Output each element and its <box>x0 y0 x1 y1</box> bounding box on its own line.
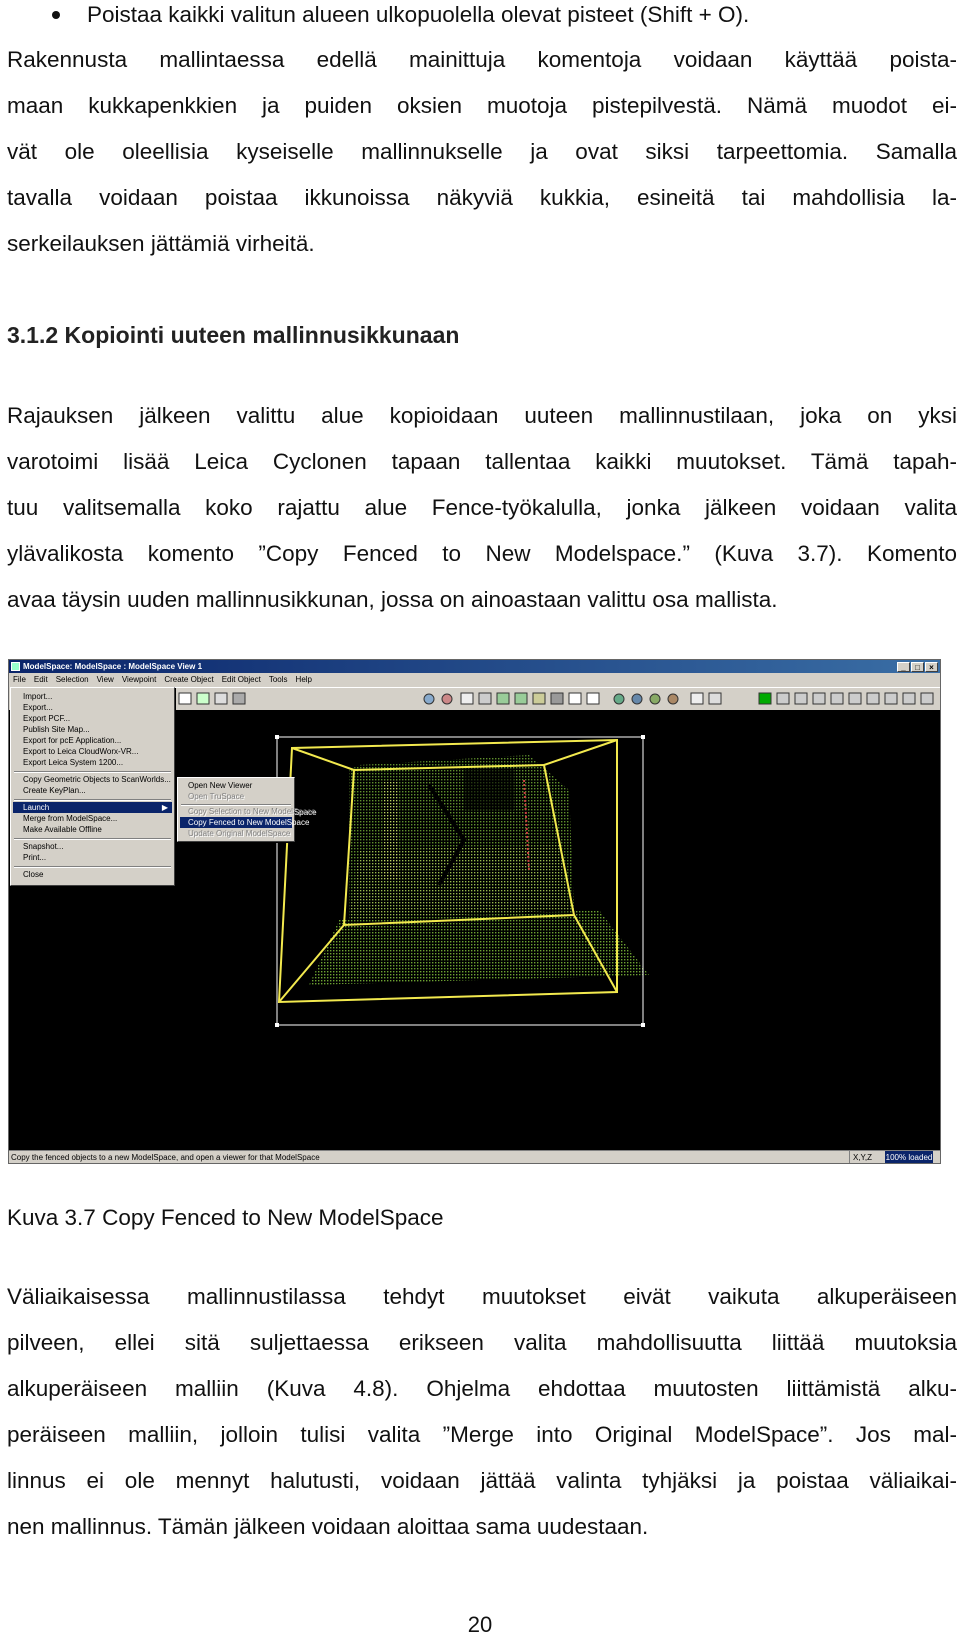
statusbar <box>9 1150 940 1164</box>
paragraph-line: Väliaikaisessa mallinnustilassa tehdyt muutokset eivät vaikuta alkuperäiseen <box>7 1284 957 1309</box>
paragraph-line: ylävalikosta komento ”Copy Fenced to New Modelspace.” (Kuva 3.7). Komento <box>7 541 957 566</box>
menu-item-export-pce[interactable]: Export for pcE Application... <box>23 736 122 745</box>
paragraph-line: peräiseen malliin, jolloin tulisi valita ”Merge into Original ModelSpace”. Jos mal- <box>7 1422 957 1447</box>
paragraph-2 <box>7 393 957 623</box>
menu-separator <box>14 838 171 840</box>
menu-item-export-leica-1200[interactable]: Export Leica System 1200... <box>23 758 124 767</box>
point-cloud-floor <box>309 910 649 985</box>
toolbar-icons <box>169 688 940 710</box>
menu-item-copy-selection: Copy Selection to New ModelSpace <box>188 807 316 816</box>
paragraph-line-last: serkeilauksen jättämiä virheitä. <box>7 231 315 256</box>
window-titlebar <box>9 660 940 673</box>
toolbar-button-group-1[interactable] <box>179 693 245 704</box>
bullet-text: Poistaa kaikki valitun alueen ulkopuolella olevat pisteet (Shift + O). <box>87 2 750 27</box>
paragraph-1 <box>7 37 957 267</box>
file-menu-dropdown <box>10 687 175 886</box>
status-coordinates: X,Y,Z <box>849 1151 887 1164</box>
app-icon <box>11 662 20 671</box>
menu-item-open-truspace: Open TruSpace <box>188 792 245 801</box>
menu-item-open-new-viewer[interactable]: Open New Viewer <box>188 781 253 790</box>
menu-tools[interactable]: Tools <box>268 675 288 684</box>
paragraph-line: Rakennusta mallintaessa edellä mainittuja komentoja voidaan käyttää poista- <box>7 47 957 72</box>
menu-item-make-available-offline[interactable]: Make Available Offline <box>23 825 102 834</box>
paragraph-line: linnus ei ole mennyt halutusti, voidaan jättää valinta tyhjäksi ja poistaa väliaikai- <box>7 1468 957 1493</box>
figure-caption: Kuva 3.7 Copy Fenced to New ModelSpace <box>7 1205 444 1230</box>
fence-handle[interactable] <box>275 1023 279 1027</box>
menu-item-export[interactable]: Export... <box>23 703 53 712</box>
menu-separator <box>14 771 171 773</box>
menu-item-update-original: Update Original ModelSpace <box>188 829 291 838</box>
status-loaded: 100% loaded <box>885 1153 933 1162</box>
menubar <box>9 673 940 687</box>
menu-item-publish-site-map[interactable]: Publish Site Map... <box>23 725 90 734</box>
menu-separator <box>14 799 171 801</box>
menu-selection[interactable]: Selection <box>55 675 89 684</box>
bullet-dot <box>52 11 60 19</box>
paragraph-3 <box>7 1274 957 1550</box>
menu-item-import[interactable]: Import... <box>23 692 53 701</box>
menu-edit[interactable]: Edit <box>33 675 48 684</box>
menu-item-close[interactable]: Close <box>23 870 44 879</box>
menu-file[interactable]: File <box>13 675 26 684</box>
menu-viewpoint[interactable]: Viewpoint <box>121 675 157 684</box>
page-number: 20 <box>467 1612 493 1637</box>
paragraph-line: Rajauksen jälkeen valittu alue kopioidaan uuteen mallinnustilaan, joka on yksi <box>7 403 957 428</box>
submenu-arrow-icon: ▶ <box>161 803 168 812</box>
maximize-icon[interactable]: □ <box>911 662 924 672</box>
menu-item-copy-fenced[interactable]: Copy Fenced to New ModelSpace <box>180 817 292 828</box>
menu-separator <box>14 866 171 868</box>
paragraph-line: varotoimi lisää Leica Cyclonen tapaan tallentaa kaikki muutokset. Tämä tapah- <box>7 449 957 474</box>
paragraph-line: pilveen, ellei sitä suljettaessa erikseen valita mahdollisuutta liittää muutoksia <box>7 1330 957 1355</box>
menu-item-merge-from-modelspace[interactable]: Merge from ModelSpace... <box>23 814 118 823</box>
menu-item-print[interactable]: Print... <box>23 853 47 862</box>
paragraph-line: tuu valitsemalla koko rajattu alue Fence-työkalulla, jonka jälkeen voidaan valita <box>7 495 957 520</box>
status-message: Copy the fenced objects to a new ModelSpace, and open a viewer for that ModelSpace <box>11 1153 320 1162</box>
menu-item-export-pcf[interactable]: Export PCF... <box>23 714 71 723</box>
paragraph-line: alkuperäiseen malliin (Kuva 4.8). Ohjelma ehdottaa muutosten liittämistä alku- <box>7 1376 957 1401</box>
menu-item-copy-geometric[interactable]: Copy Geometric Objects to ScanWorlds... <box>23 775 171 784</box>
cyclone-screenshot <box>8 659 941 1164</box>
fence-handle[interactable] <box>641 735 645 739</box>
paragraph-line: maan kukkapenkkien ja puiden oksien muotoja pistepilvestä. Nämä muodot ei- <box>7 93 957 118</box>
menu-view[interactable]: View <box>96 675 114 684</box>
point-cloud-window <box>464 770 514 810</box>
menu-create-object[interactable]: Create Object <box>164 675 214 684</box>
toolbar-button-group-2[interactable] <box>424 693 721 704</box>
menu-item-snapshot[interactable]: Snapshot... <box>23 842 64 851</box>
section-heading: 3.1.2 Kopiointi uuteen mallinnusikkunaan <box>7 322 460 348</box>
fence-handle[interactable] <box>641 1023 645 1027</box>
paragraph-line: tavalla voidaan poistaa ikkunoissa näkyviä kukkia, esineitä tai mahdollisia la- <box>7 185 957 210</box>
launch-submenu <box>177 777 316 842</box>
point-cloud-column <box>384 780 399 880</box>
window-title: ModelSpace: ModelSpace : ModelSpace View 1 <box>23 662 203 671</box>
paragraph-line: vät ole oleellisia kyseiselle mallinnukselle ja ovat siksi tarpeettomia. Samalla <box>7 139 957 164</box>
paragraph-line-last: avaa täysin uuden mallinnusikkunan, jossa on ainoastaan valittu osa mallista. <box>7 587 778 612</box>
menu-item-launch-label: Launch <box>23 803 50 812</box>
menu-item-create-keyplan[interactable]: Create KeyPlan... <box>23 786 86 795</box>
menu-help[interactable]: Help <box>295 675 312 684</box>
menu-item-export-cloudworx[interactable]: Export to Leica CloudWorx-VR... <box>23 747 139 756</box>
menu-item-launch[interactable] <box>13 802 172 813</box>
close-icon[interactable]: × <box>925 662 938 672</box>
toolbar <box>169 687 940 711</box>
minimize-icon[interactable]: _ <box>897 662 910 672</box>
paragraph-line-last: nen mallinnus. Tämän jälkeen voidaan aloittaa sama uudestaan. <box>7 1514 649 1539</box>
fence-handle[interactable] <box>275 735 279 739</box>
toolbar-button-group-3[interactable] <box>759 693 933 704</box>
menu-edit-object[interactable]: Edit Object <box>221 675 261 684</box>
point-cloud-stairs <box>349 845 569 920</box>
